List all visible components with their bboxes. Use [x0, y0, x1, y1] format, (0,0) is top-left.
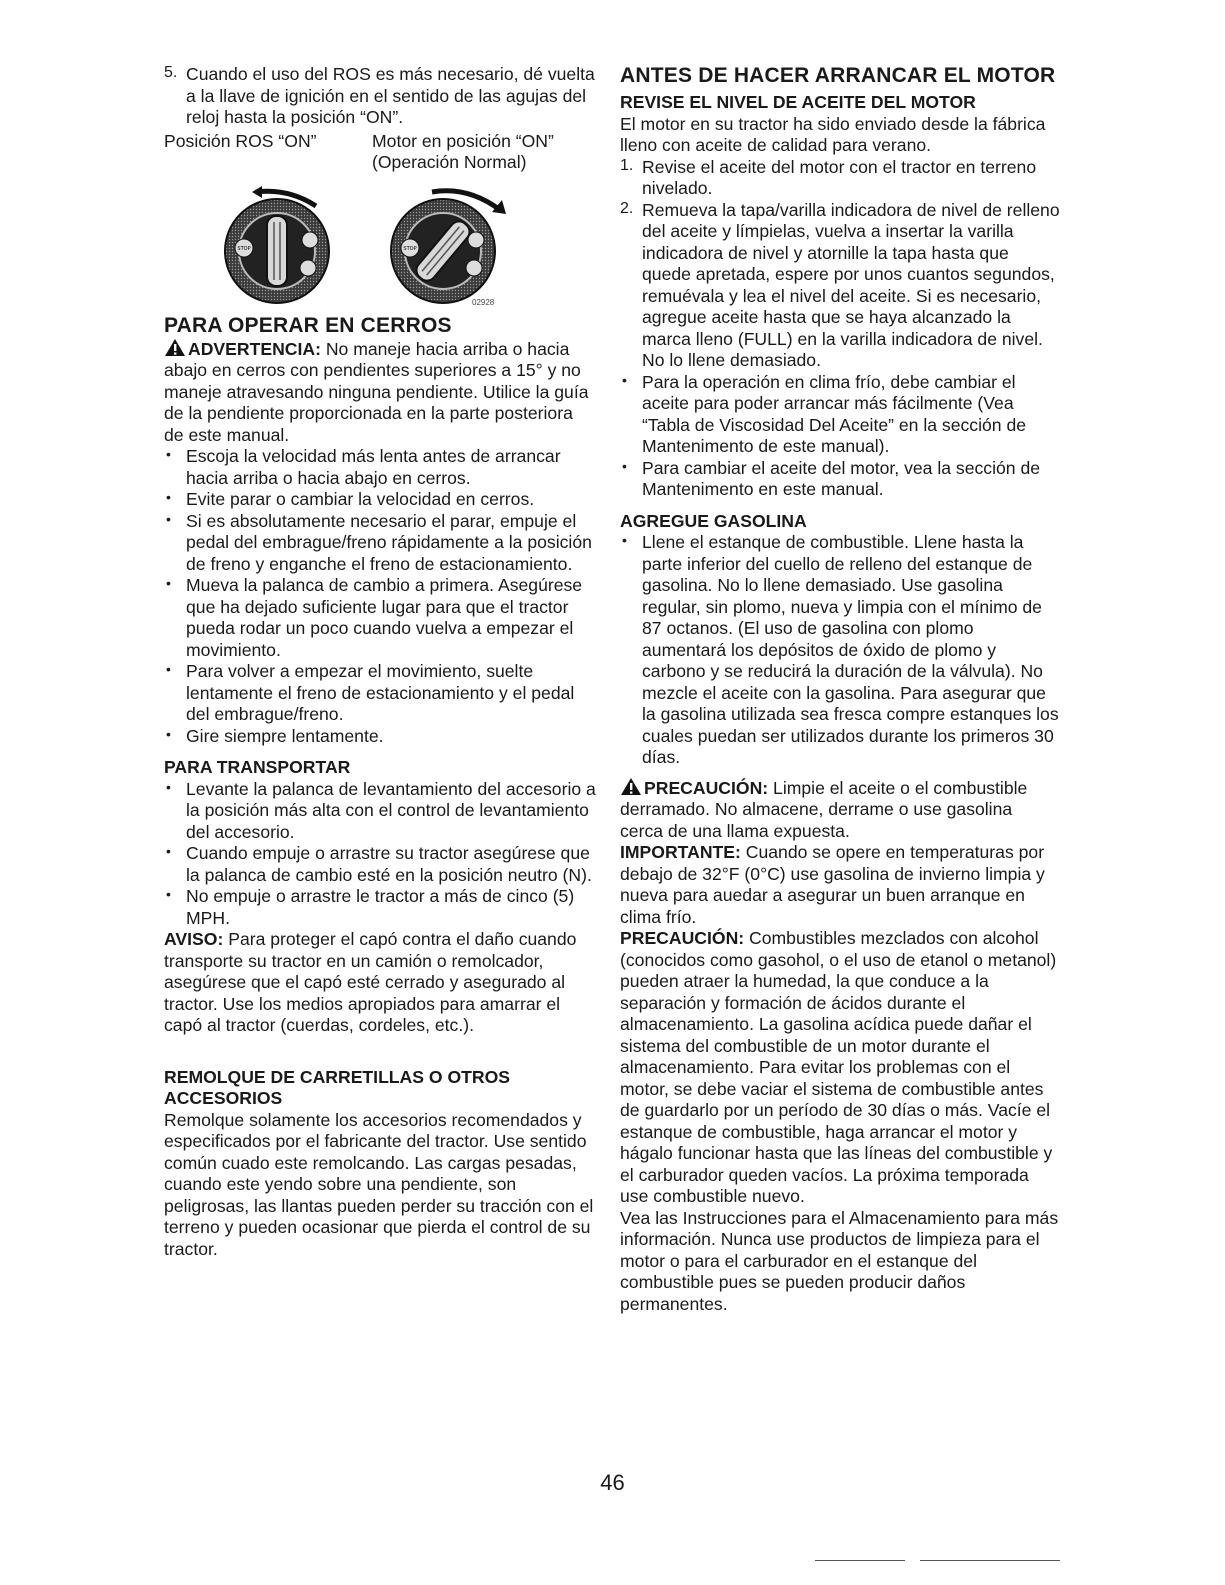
important-paragraph — [620, 842, 1060, 928]
bullet-text: Llene el estanque de combustible. Llene hasta la parte inferior del cuello de relleno del estanque de gasolina. No lo llene demasiado. Use gasolina regular, sin plomo, nueva y limpia con el mínimo de 87 octanos. (El uso de gasolina con plomo aumentará los depósitos de óxido de plomo y carbono y se reducirá la duración de la válvula). No mezcle el aceite con la gasolina. Para asegurar que la gasolina utilizada sea fresca compre estanques los cuales puedan ser utilizados durante los primeros 30 días. — [642, 532, 1059, 767]
warning-text: No maneje hacia arriba o hacia abajo en cerros con pendientes superiores a 15° y no maneje atravesando ninguna pendiente. Utilice la guía de la pendiente proporcionada en la parte posteriora de este manual. — [164, 338, 589, 445]
list-item — [620, 157, 1060, 200]
hills-heading: PARA OPERAR EN CERROS — [164, 313, 452, 337]
towing-text: Remolque solamente los accesorios recomendados y especificados por el fabricante del tractor. Use sentido común cuado este remolcando. Las cargas pesadas, cuando este yendo sobre una pendiente, son peligrosas, las llantas pueden perder su tracción con el terreno y pueden ocasionar que pierda el control de su tractor. — [164, 1109, 594, 1259]
hills-warning — [164, 338, 596, 447]
bullet-text: Para volver a empezar el movimiento, suelte lentamente el freno de estacionamiento y el pedal del embrague/freno. — [186, 661, 575, 724]
list-item: • No empuje o arrastre le tractor a más de cinco (5) MPH. — [164, 886, 596, 929]
step-number: 5. — [164, 64, 178, 81]
ignition-dial-ros-icon — [222, 196, 332, 306]
caution-label: PRECAUCIÓN: — [644, 777, 769, 798]
step-number: 1. — [620, 156, 634, 174]
step-number: 2. — [620, 199, 634, 217]
list-item: • Para volver a empezar el movimiento, suelte lentamente el freno de estacionamiento y el pedal del embrague/freno. — [164, 661, 596, 726]
list-item: • Escoja la velocidad más lenta antes de arrancar hacia arriba o hacia abajo en cerros. — [164, 446, 596, 489]
list-item: • Levante la palanca de levantamiento del accesorio a la posición más alta con el control de levantamiento del accesorio. — [166, 778, 596, 842]
caution-text: Limpie el aceite o el combustible derramado. No almacene, derrame o use gasolina cerca de una llama expuesta. — [620, 777, 1028, 841]
bullet-text: Gire siempre lentamente. — [186, 725, 384, 746]
important-text: Cuando se opere en temperaturas por debajo de 32°F (0°C) use gasolina de invierno limpia y nueva para auedar a asegurar un buen arranque en clima frío. — [620, 842, 1045, 927]
rotation-arrow-icon — [252, 182, 322, 212]
bullet-text: Evite parar o cambiar la velocidad en cerros. — [186, 489, 535, 509]
list-item: • Cuando empuje o arrastre su tractor asegúrese que la palanca de cambio esté en la posición neutro (N). — [164, 843, 596, 886]
scan-line — [815, 1560, 905, 1561]
list-item: • Si es absolutamente necesario el parar, empuje el pedal del embrague/freno rápidamente a la posición de freno y enganche el freno de estacionamiento. — [164, 511, 596, 576]
list-item: • Llene el estanque de combustible. Llene hasta la parte inferior del cuello de relleno del estanque de gasolina. No lo llene demasiado. Use gasolina regular, sin plomo, nueva y limpia con el mínimo de 87 octanos. (El uso de gasolina con plomo aumentará los depósitos de óxido de plomo y carbono y se reducirá la duración de la válvula). No mezcle el aceite con la gasolina. Para asegurar que la gasolina utilizada sea fresca compre estanques los cuales puedan ser utilizados durante los primeros 30 días. — [622, 532, 1059, 767]
warning-label: ADVERTENCIA: — [188, 338, 321, 359]
important-label: IMPORTANTE: — [620, 842, 741, 862]
list-item: • Para la operación en clima frío, debe cambiar el aceite para poder arrancar más fácilmente (Vea “Tabla de Viscosidad Del Aceite” en la sección de Mantenimento de este manual). — [620, 372, 1060, 458]
towing-heading: REMOLQUE DE CARRETILLAS O OTROS ACCESORIOS — [164, 1066, 511, 1108]
rotation-arrow-icon — [428, 182, 508, 216]
caution-text: Combustibles mezclados con alcohol (conocidos como gasohol, o el uso de etanol o metanol) pueden atraer la humedad, la que conduce a la separación y formación de ácidos durante el almacenamiento. La gasolina acídica puede dañar el sistema del combustible de un motor durante el almacenamiento. Para evitar los problemas con el motor, se debe vaciar el sistema de combustible antes de guardarlo por un período de 30 días o más. Vacíe el estanque de combustible, haga arrancar el motor y hágalo funcionar hasta que las líneas del combustible y el carburador queden vacíos. La próxima temporada use combustible nuevo. — [620, 928, 1057, 1206]
oil-intro: El motor en su tractor ha sido enviado desde la fábrica lleno con aceite de calidad para verano. — [620, 113, 1046, 155]
ros-position-label: Posición ROS “ON” — [164, 130, 317, 151]
notice-label: AVISO: — [164, 929, 224, 949]
list-item: • Para cambiar el aceite del motor, vea la sección de Mantenimento en este manual. — [620, 458, 1060, 501]
step-5 — [164, 64, 596, 129]
before-start-heading: ANTES DE HACER ARRANCAR EL MOTOR — [620, 64, 1056, 87]
gas-heading: AGREGUE GASOLINA — [620, 510, 807, 531]
storage-paragraph: Vea las Instrucciones para el Almacenamiento para más información. Nunca use productos de limpieza para el motor o para el carburador en el estanque del combustible pues se pueden producir daños permanentes. — [620, 1207, 1059, 1314]
bullet-text: Levante la palanca de levantamiento del accesorio a la posición más alta con el control de levantamiento del accesorio. — [186, 778, 596, 842]
position-labels — [164, 131, 596, 174]
left-column — [164, 64, 596, 1260]
notice-paragraph — [164, 929, 596, 1037]
bullet-text: Cuando empuje o arrastre su tractor asegúrese que la palanca de cambio esté en la posición neutro (N). — [186, 843, 592, 885]
list-item: • Evite parar o cambiar la velocidad en cerros. — [164, 489, 596, 511]
warning-triangle-icon — [620, 777, 642, 796]
step-text: Remueva la tapa/varilla indicadora de nivel de relleno del aceite y límpielas, vuelva a insertar la varilla indicadora de nivel y atornille la tapa hasta que quede apretada, espere por unos cuantos segundos, remuévala y lea el nivel del aceite. Si es necesario, agregue aceite hasta que se haya alcanzado la marca lleno (FULL) en la varilla indicadora de nivel. No lo llene demasiado. — [642, 199, 1060, 370]
bullet-text: Para la operación en clima frío, debe cambiar el aceite para poder arrancar más fácilmente (Vea “Tabla de Viscosidad Del Aceite” en la sección de Mantenimento de este manual). — [642, 371, 1027, 456]
ignition-figure — [164, 182, 596, 310]
bullet-text: Escoja la velocidad más lenta antes de arrancar hacia arriba o hacia abajo en cerros. — [186, 446, 561, 488]
stop-label: STOP — [237, 245, 251, 252]
step-text: Cuando el uso del ROS es más necesario, dé vuelta a la llave de ignición en el sentido de las agujas del reloj hasta la posición “ON”. — [186, 64, 595, 127]
normal-operation-label: (Operación Normal) — [372, 152, 527, 172]
right-column — [620, 64, 1060, 1315]
transport-heading: PARA TRANSPORTAR — [164, 757, 351, 777]
step-text: Revise el aceite del motor con el tractor en terreno nivelado. — [642, 156, 1037, 198]
list-item: • Mueva la palanca de cambio a primera. Asegúrese que ha dejado suficiente lugar para que el tractor pueda rodar un poco cuando vuelva a empezar el movimiento. — [164, 575, 596, 661]
bullet-text: No empuje o arrastre le tractor a más de cinco (5) MPH. — [186, 886, 575, 928]
bullet-text: Mueva la palanca de cambio a primera. Asegúrese que ha dejado suficiente lugar para que el tractor pueda rodar un poco cuando vuelva a empezar el movimiento. — [186, 575, 583, 660]
oil-heading: REVISE EL NIVEL DE ACEITE DEL MOTOR — [620, 92, 976, 112]
notice-text: Para proteger el capó contra el daño cuando transporte su tractor en un camión o remolcador, asegúrese que el capó esté cerrado y asegurado al tractor. Use los medios apropiados para amarrar el capó al tractor (cuerdas, cordeles, etc.). — [164, 929, 577, 1035]
bullet-text: Si es absolutamente necesario el parar, empuje el pedal del embrague/freno rápidamente a la posición de freno y enganche el freno de estacionamiento. — [186, 510, 592, 574]
caution-label: PRECAUCIÓN: — [620, 928, 745, 948]
stop-label: STOP — [403, 245, 417, 252]
list-item: • Gire siempre lentamente. — [164, 726, 596, 748]
caution-alcohol-paragraph — [620, 928, 1060, 1208]
list-item — [620, 200, 1060, 372]
caution-paragraph — [620, 777, 1060, 843]
page-number: 46 — [600, 1470, 625, 1495]
motor-position-label: Motor en posición “ON” — [372, 130, 554, 151]
bullet-text: Para cambiar el aceite del motor, vea la sección de Mantenimento en este manual. — [642, 457, 1041, 499]
warning-triangle-icon — [164, 338, 186, 357]
figure-code: 02928 — [472, 297, 495, 307]
scan-line — [920, 1560, 1060, 1561]
